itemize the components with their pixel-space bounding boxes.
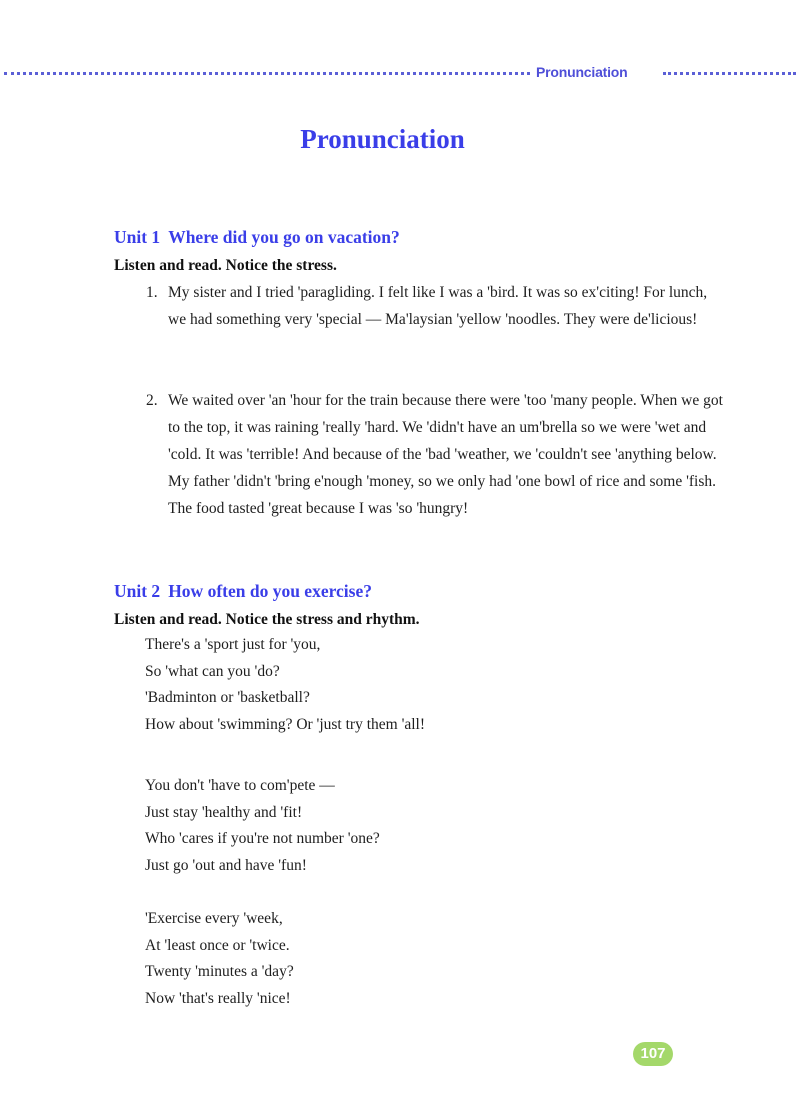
poem-line: Now 'that's really 'nice! (145, 989, 291, 1007)
unit1-heading (114, 227, 400, 248)
poem-line: At 'least once or 'twice. (145, 936, 290, 954)
poem-line: How about 'swimming? Or 'just try them 'all! (145, 715, 426, 733)
item-marker: 2. (146, 392, 158, 409)
unit1-item-2 (146, 387, 726, 522)
unit2-number: Unit 2 (114, 581, 161, 601)
item-text: My sister and I tried 'paragliding. I felt like I was a 'bird. It was so ex'citing! For lunch, we had something very 'special — Ma'laysian 'yellow 'noodles. They were de'licious! (168, 284, 708, 328)
poem-line: Just stay 'healthy and 'fit! (145, 803, 303, 821)
poem-line: 'Exercise every 'week, (145, 910, 283, 927)
page-number-badge: 107 (633, 1042, 673, 1066)
poem-line: 'Badminton or 'basketball? (145, 689, 310, 706)
dotted-rule-left (4, 72, 530, 75)
unit2-title: How often do you exercise? (168, 581, 373, 601)
dotted-rule-right (663, 72, 796, 75)
poem-line: Just go 'out and have 'fun! (145, 856, 307, 874)
poem-line: Who 'cares if you're not number 'one? (145, 830, 380, 847)
unit1-number: Unit 1 (114, 227, 161, 247)
poem-line: There's a 'sport just for 'you, (145, 636, 321, 653)
poem-stanza-3 (145, 906, 294, 1012)
page-title: Pronunciation (300, 124, 465, 154)
poem-stanza-2 (145, 773, 380, 879)
running-header (0, 62, 800, 84)
unit2-heading (114, 581, 372, 602)
unit1-instruction: Listen and read. Notice the stress. (114, 257, 337, 274)
unit2-instruction: Listen and read. Notice the stress and rhythm. (114, 611, 420, 628)
poem-line: Twenty 'minutes a 'day? (145, 963, 294, 980)
item-marker: 1. (146, 284, 158, 301)
poem-stanza-1 (145, 632, 425, 738)
unit1-item-1 (146, 279, 726, 333)
unit1-title: Where did you go on vacation? (168, 227, 400, 247)
item-text: We waited over 'an 'hour for the train because there were 'too 'many people. When we got to the top, it was raining 'really 'hard. We 'didn't have an um'brella so we were 'wet and 'cold. It was 'terrible! And because of the 'bad 'weather, we 'couldn't see 'anything below. My father 'didn't 'bring e'nough 'money, so we only had 'one bowl of rice and some 'fish. The food tasted 'great because I was 'so 'hungry! (168, 392, 723, 517)
poem-line: So 'what can you 'do? (145, 662, 280, 680)
running-header-label: Pronunciation (536, 64, 628, 80)
poem-line: You don't 'have to com'pete — (145, 777, 335, 794)
